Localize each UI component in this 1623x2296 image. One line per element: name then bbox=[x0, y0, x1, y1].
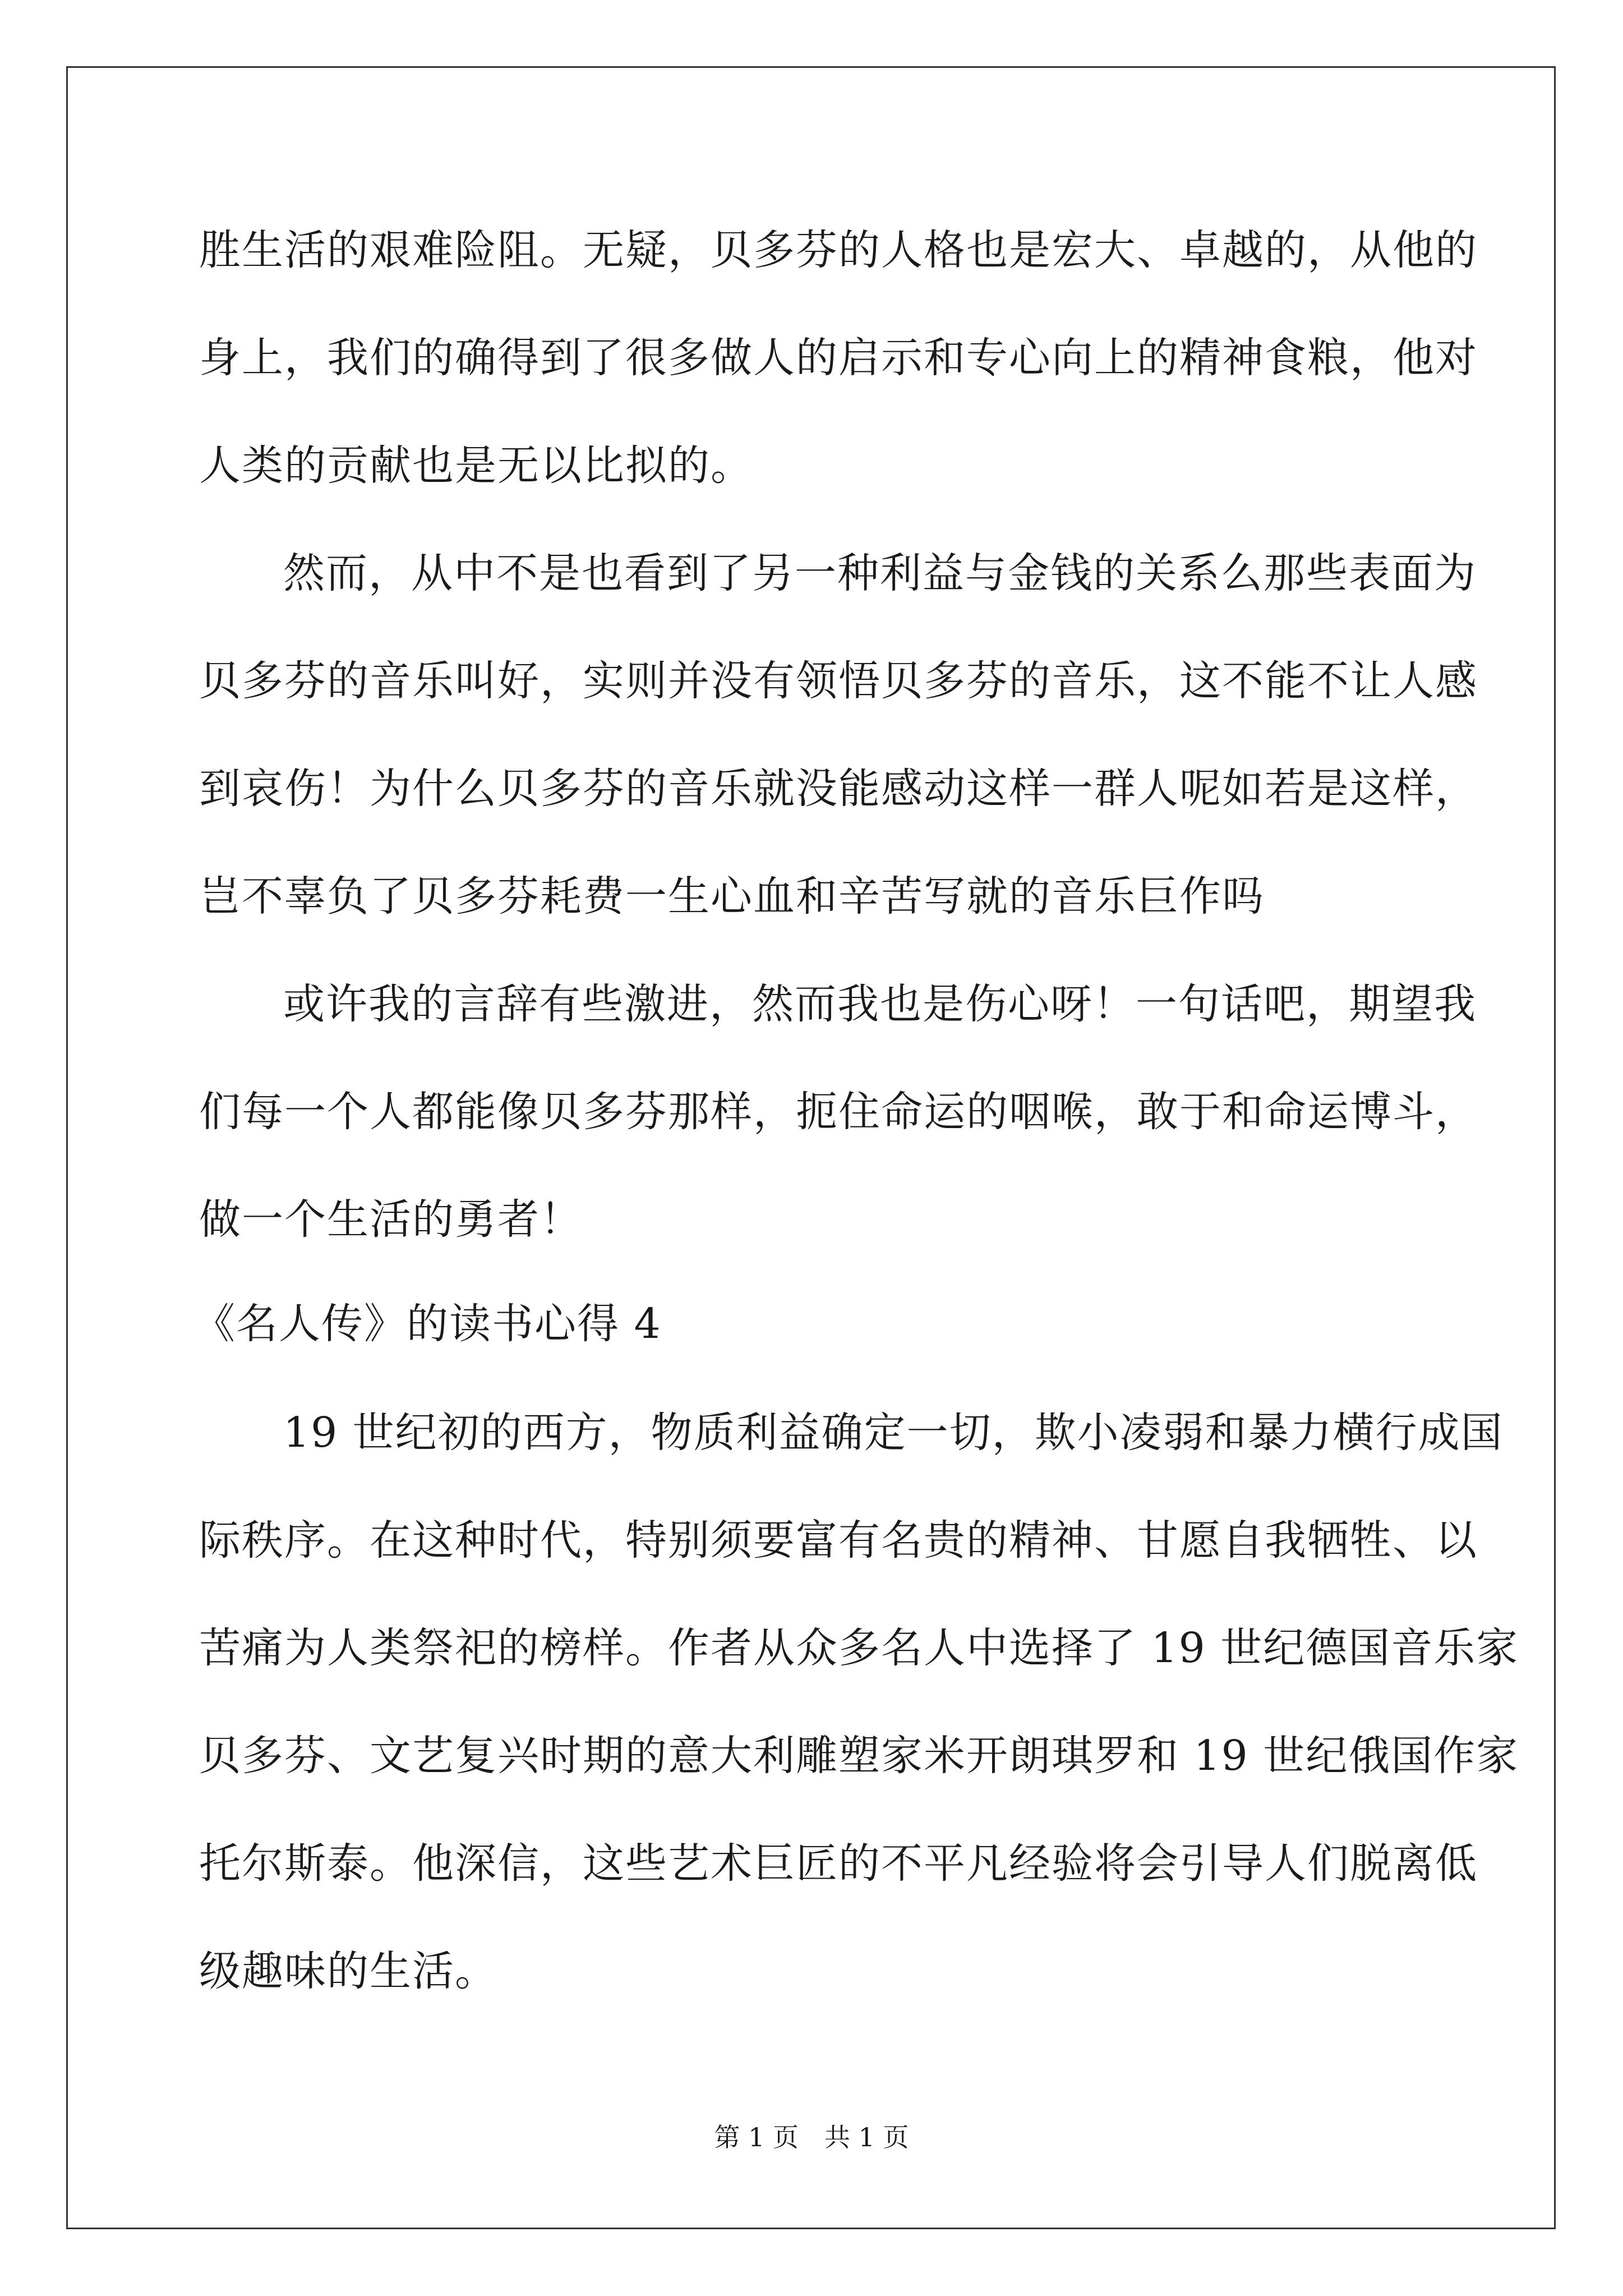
text-line: 贝多芬的音乐叫好，实则并没有领悟贝多芬的音乐，这不能不让人感 bbox=[199, 657, 1478, 705]
text-line: 到哀伤！为什么贝多芬的音乐就没能感动这样一群人呢如若是这样， bbox=[199, 765, 1478, 813]
paragraph-first-line: 或许我的言辞有些激进，然而我也是伤心呀！一句话吧，期望我 bbox=[283, 980, 1477, 1028]
text-line: 岂不辜负了贝多芬耗费一生心血和辛苦写就的音乐巨作吗 bbox=[199, 872, 1265, 921]
section-heading: 《名人传》的读书心得 4 bbox=[193, 1300, 662, 1348]
text-line: 胜生活的艰难险阻。无疑，贝多芬的人格也是宏大、卓越的，从他的 bbox=[199, 226, 1478, 274]
text-line: 身上，我们的确得到了很多做人的启示和专心向上的精神食粮，他对 bbox=[199, 334, 1478, 382]
text-line: 托尔斯泰。他深信，这些艺术巨匠的不平凡经验将会引导人们脱离低 bbox=[199, 1839, 1478, 1888]
text-line: 际秩序。在这种时代，特别须要富有名贵的精神、甘愿自我牺牲、以 bbox=[199, 1516, 1478, 1565]
text-line: 级趣味的生活。 bbox=[199, 1947, 497, 1995]
text-line: 做一个生活的勇者！ bbox=[199, 1195, 583, 1244]
paragraph-first-line: 19 世纪初的西方，物质利益确定一切，欺小凌弱和暴力横行成国 bbox=[283, 1409, 1504, 1457]
text-line: 们每一个人都能像贝多芬那样，扼住命运的咽喉，敢于和命运博斗， bbox=[199, 1088, 1478, 1136]
text-line: 苦痛为人类祭祀的榜样。作者从众多名人中选择了 19 世纪德国音乐家 bbox=[199, 1624, 1519, 1672]
page-border bbox=[66, 66, 1556, 2229]
text-line: 贝多芬、文艺复兴时期的意大利雕塑家米开朗琪罗和 19 世纪俄国作家 bbox=[199, 1732, 1519, 1780]
text-line: 人类的贡献也是无以比拟的。 bbox=[199, 441, 753, 490]
paragraph-first-line: 然而，从中不是也看到了另一种利益与金钱的关系么那些表面为 bbox=[283, 549, 1477, 597]
page-number: 第 1 页 共 1 页 bbox=[714, 2122, 909, 2152]
